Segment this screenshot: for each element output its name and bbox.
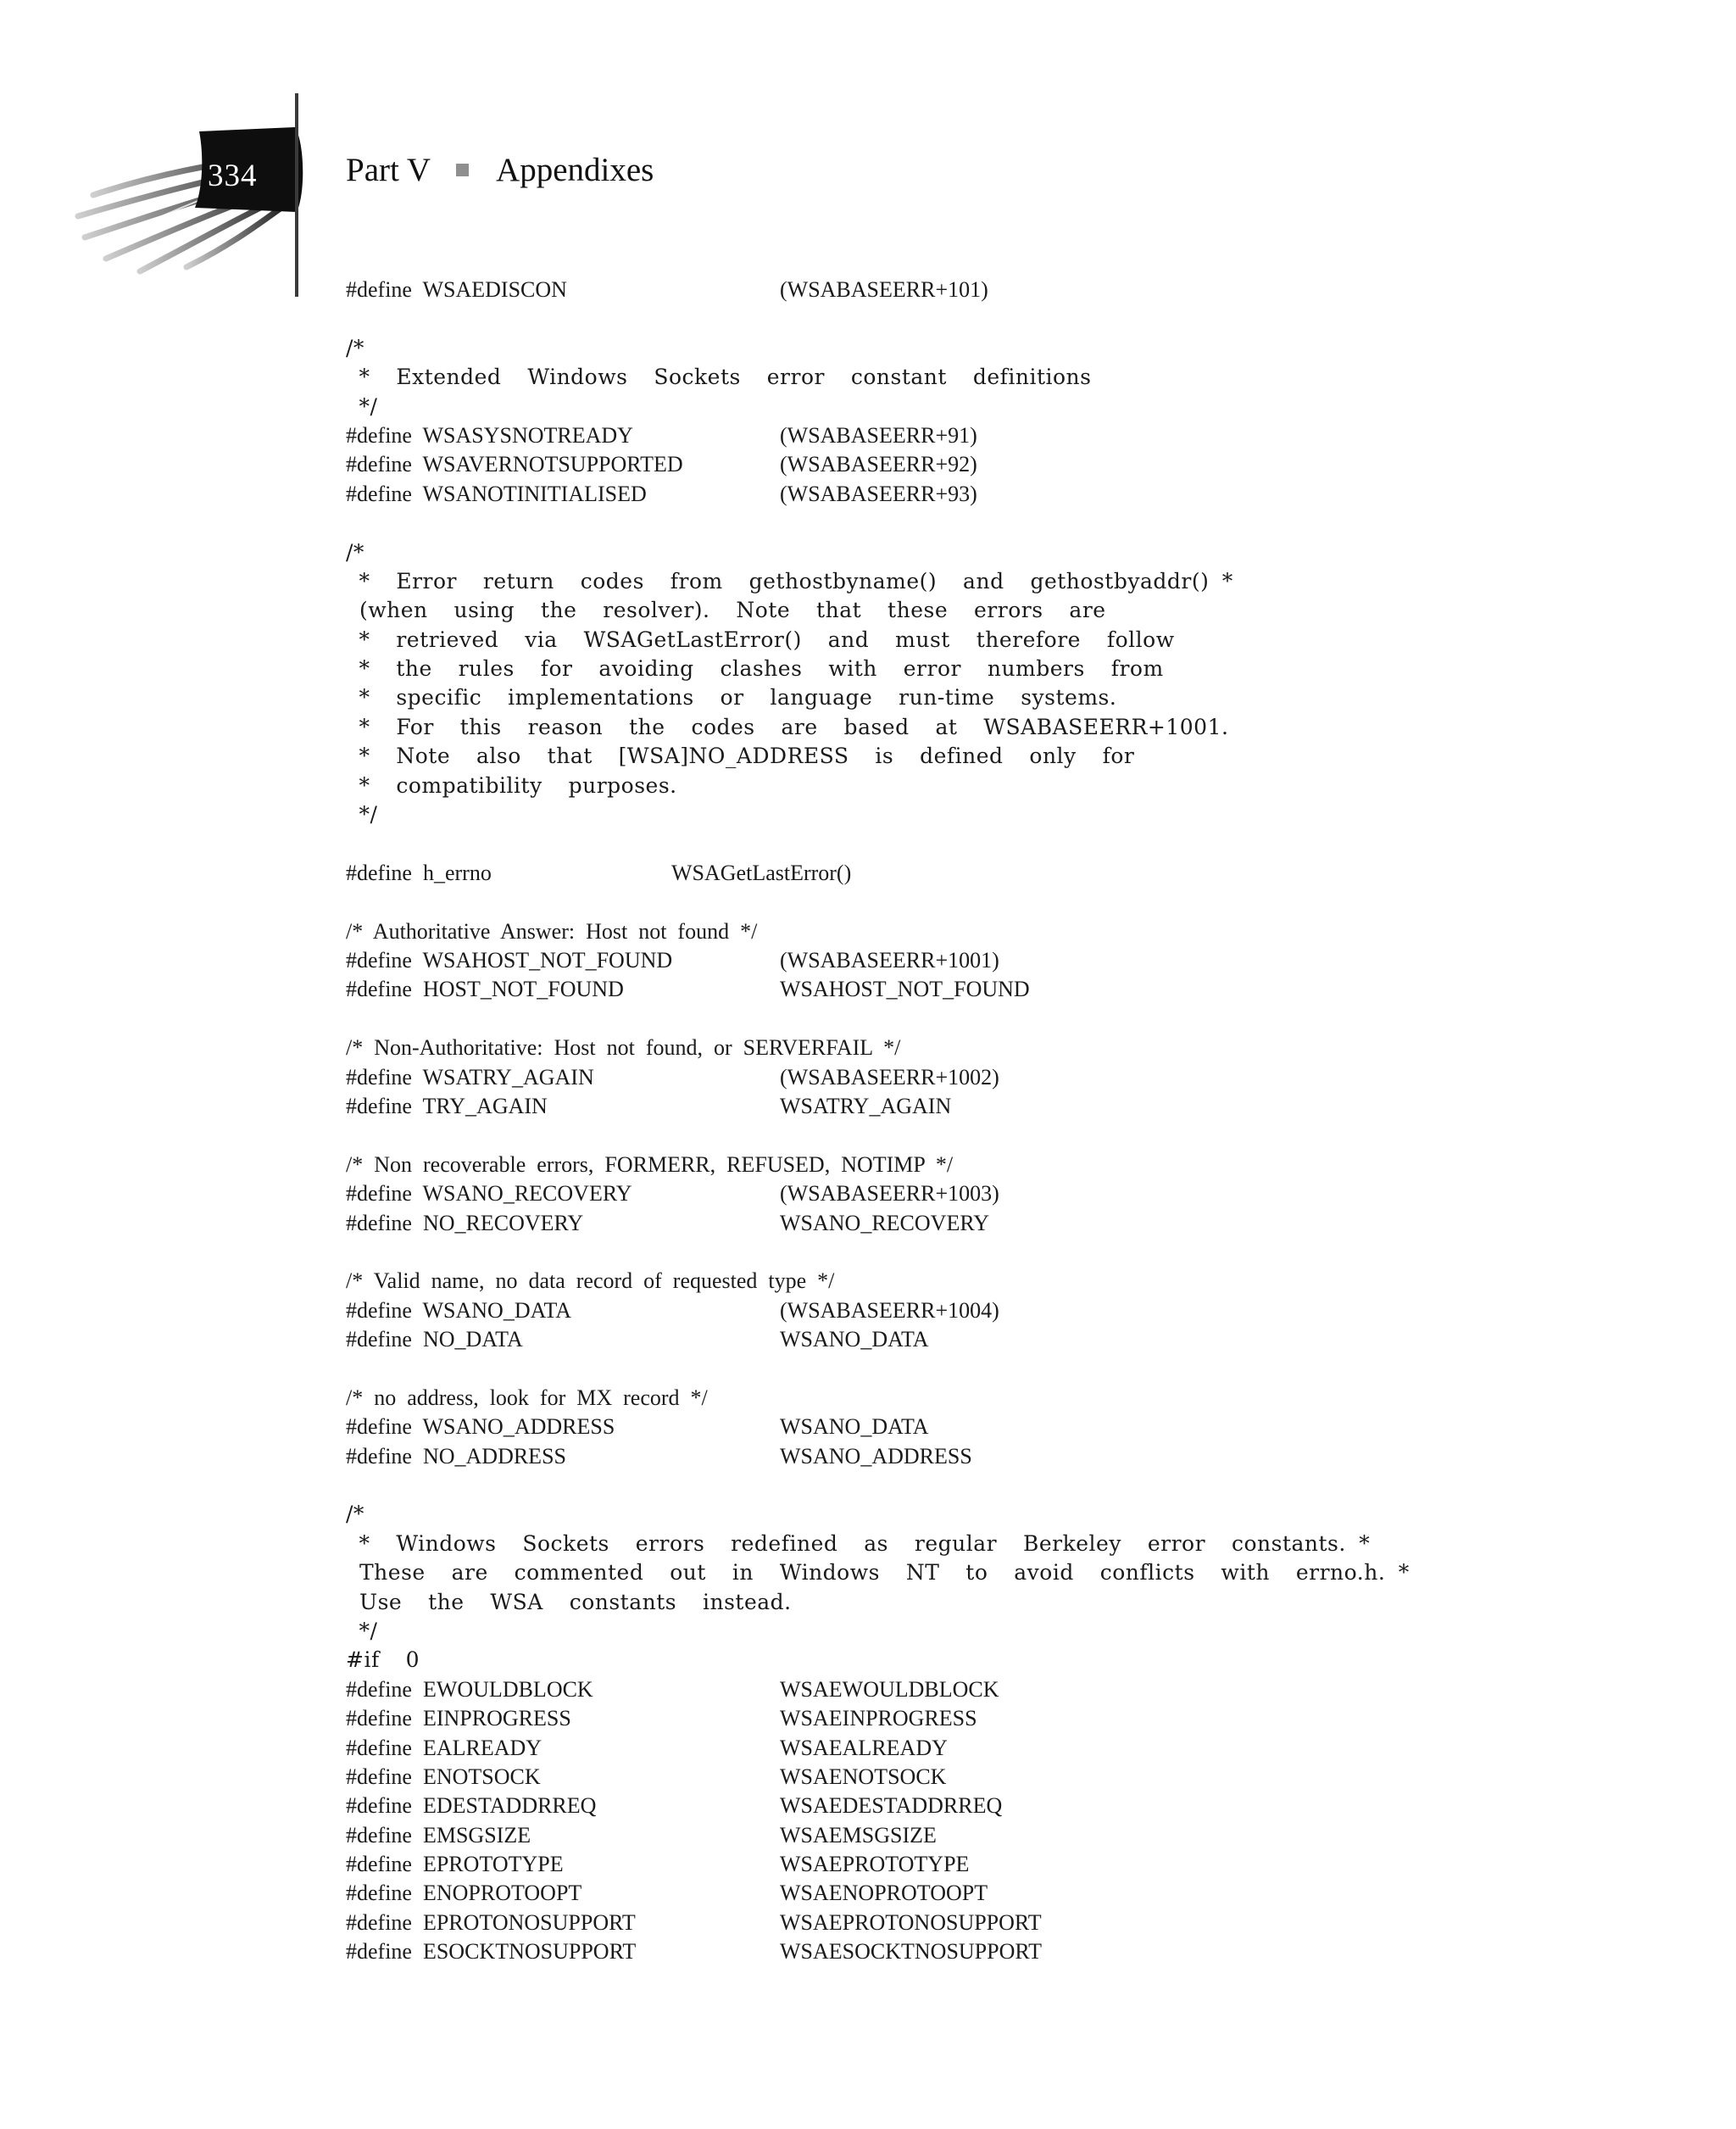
comment-line: /* Non recoverable errors, FORMERR, REFUSED, NOTIMP */ [346, 1151, 954, 1177]
running-head [346, 151, 654, 189]
section-title: Appendixes [496, 152, 654, 188]
code-line: #define ENOTSOCK WSAENOTSOCK [346, 1764, 947, 1789]
comment-line: /* Authoritative Answer: Host not found */ [346, 918, 758, 944]
code-line: #define NO_RECOVERY WSANO_RECOVERY [346, 1210, 990, 1235]
code-line: #define ESOCKTNOSUPPORT WSAESOCKTNOSUPPORT [346, 1939, 1043, 1965]
preprocessor-line: #if 0 [346, 1647, 420, 1673]
code-line: #define WSANO_RECOVERY (WSABASEERR+1003) [346, 1181, 999, 1207]
code-line: #define h_errno WSAGetLastError() [346, 860, 852, 885]
comment-line: * Extended Windows Sockets error constant definitions [346, 365, 1092, 390]
code-line: #define EINPROGRESS WSAEINPROGRESS [346, 1706, 977, 1731]
square-bullet-icon [456, 164, 469, 176]
code-line: #define EMSGSIZE WSAEMSGSIZE [346, 1822, 937, 1848]
code-line: #define WSATRY_AGAIN (WSABASEERR+1002) [346, 1064, 999, 1090]
comment-line: * For this reason the codes are based at WSABASEERR+1001. [346, 714, 1229, 739]
comment-line: * compatibility purposes. [346, 772, 677, 798]
comment-line: These are commented out in Windows NT to avoid conflicts with errno.h. * [359, 1560, 1410, 1586]
comment-line: * retrieved via WSAGetLastError() and must therefore follow [346, 627, 1175, 652]
code-line: #define TRY_AGAIN WSATRY_AGAIN [346, 1093, 952, 1118]
comment-line: /* Valid name, no data record of requested type */ [346, 1268, 835, 1294]
code-line: #define WSAHOST_NOT_FOUND (WSABASEERR+1001) [346, 947, 999, 973]
code-line: #define EPROTONOSUPPORT WSAEPROTONOSUPPORT [346, 1909, 1042, 1935]
comment-line: * Note also that [WSA]NO_ADDRESS is defined only for [346, 744, 1135, 769]
comment-line: * Error return codes from gethostbyname() and gethostbyaddr() * [346, 568, 1233, 594]
code-line: #define EDESTADDRREQ WSAEDESTADDRREQ [346, 1793, 1003, 1819]
comment-line: /* [346, 539, 364, 565]
comment-line: * specific implementations or language run-time systems. [346, 685, 1117, 711]
comment-line: /* Non-Authoritative: Host not found, or SERVERFAIL */ [346, 1035, 901, 1061]
page-number: 334 [208, 159, 258, 193]
chapter-emblem-icon [68, 93, 314, 297]
code-line: #define EPROTOTYPE WSAEPROTOTYPE [346, 1852, 970, 1877]
comment-line: /* [346, 335, 364, 360]
part-label: Part V [346, 152, 431, 188]
code-line: #define NO_ADDRESS WSANO_ADDRESS [346, 1443, 972, 1469]
code-line: #define HOST_NOT_FOUND WSAHOST_NOT_FOUND [346, 977, 1030, 1002]
comment-line: * Windows Sockets errors redefined as regular Berkeley error constants. * [346, 1530, 1371, 1556]
comment-line: Use the WSA constants instead. [359, 1589, 792, 1614]
comment-line: /* [346, 1502, 364, 1527]
comment-line: * the rules for avoiding clashes with error numbers from [346, 656, 1164, 682]
code-line: #define WSANO_DATA (WSABASEERR+1004) [346, 1297, 999, 1323]
code-line: #define EWOULDBLOCK WSAEWOULDBLOCK [346, 1676, 999, 1702]
comment-line: */ [346, 1618, 378, 1643]
code-line: #define EALREADY WSAEALREADY [346, 1735, 948, 1760]
code-line: #define WSAEDISCON (WSABASEERR+101) [346, 277, 988, 302]
code-line: #define ENOPROTOOPT WSAENOPROTOOPT [346, 1881, 988, 1906]
code-line: #define WSASYSNOTREADY (WSABASEERR+91) [346, 422, 977, 448]
code-line: #define WSANO_ADDRESS WSANO_DATA [346, 1414, 929, 1440]
code-line: #define NO_DATA WSANO_DATA [346, 1327, 929, 1352]
code-listing [346, 276, 1410, 1967]
comment-line: (when using the resolver). Note that these errors are [359, 598, 1106, 623]
code-line: #define WSAVERNOTSUPPORTED (WSABASEERR+92) [346, 452, 977, 477]
comment-line: */ [346, 393, 378, 419]
comment-line: */ [346, 802, 378, 828]
comment-line: /* no address, look for MX record */ [346, 1385, 708, 1410]
code-line: #define WSANOTINITIALISED (WSABASEERR+93) [346, 481, 977, 506]
